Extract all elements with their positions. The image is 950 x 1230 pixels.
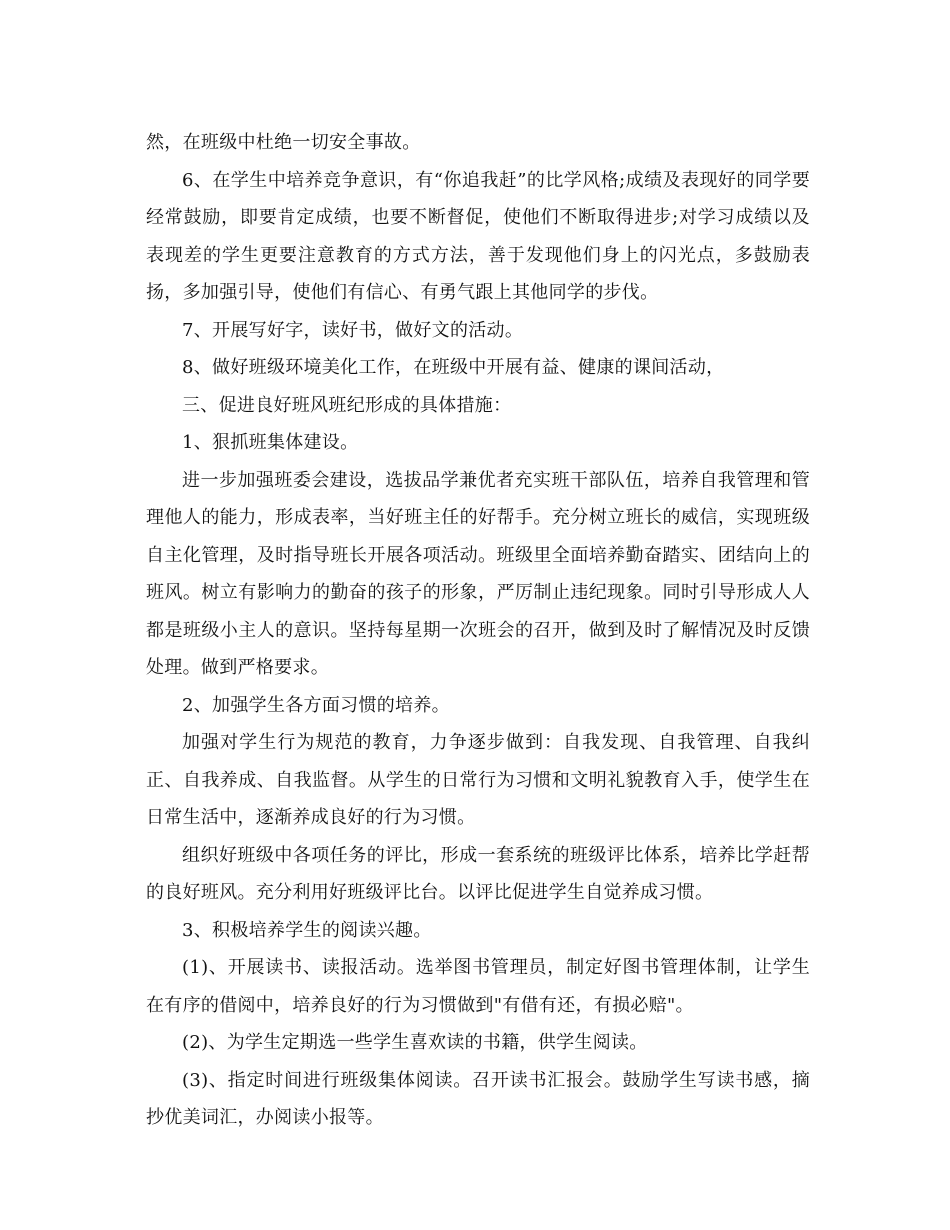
subheading-1: 1、狠抓班集体建设。 bbox=[182, 432, 359, 453]
paragraph-reading-3: (3)、指定时间进行班级集体阅读。召开读书汇报会。鼓励学生写读书感，摘抄优美词汇，办阅读小报等。 bbox=[146, 1069, 810, 1128]
subheading-3: 3、积极培养学生的阅读兴趣。 bbox=[182, 919, 432, 941]
subheading-2: 2、加强学生各方面习惯的培养。 bbox=[182, 694, 450, 716]
paragraph-item-6: 6、在学生中培养竞争意识，有“你追我赶”的比学风格;成绩及表现好的同学要经常鼓励，即要肯定成绩，也要不断督促，使他们不断取得进步;对学习成绩以及表现差的学生更要注意教育的方式方法，善于发现他们身上的闪光点，多鼓励表扬，多加强引导，使他们有信心、有勇气跟上其他同学的步伐。 bbox=[146, 169, 810, 303]
paragraph-item-8: 8、做好班级环境美化工作，在班级中开展有益、健康的课间活动， bbox=[182, 357, 725, 378]
paragraph-evaluation: 组织好班级中各项任务的评比，形成一套系统的班级评比体系，培养比学赶帮的良好班风。充分利用好班级评比台。以评比促进学生自觉养成习惯。 bbox=[146, 844, 810, 903]
paragraph-reading-2: (2)、为学生定期选一些学生喜欢读的书籍，供学生阅读。 bbox=[182, 1032, 648, 1053]
paragraph-continuation: 然，在班级中杜绝一切安全事故。 bbox=[146, 132, 421, 153]
section-heading-3: 三、促进良好班风班纪形成的具体措施： bbox=[182, 394, 512, 416]
paragraph-behavior-norms: 加强对学生行为规范的教育，力争逐步做到：自我发现、自我管理、自我纠正、自我养成、自我监督。从学生的日常行为习惯和文明礼貌教育入手，使学生在日常生活中，逐渐养成良好的行为习惯。 bbox=[146, 732, 810, 828]
document-body bbox=[146, 124, 810, 1137]
paragraph-item-7: 7、开展写好字，读好书，做好文的活动。 bbox=[182, 319, 524, 341]
paragraph-class-committee: 进一步加强班委会建设，选拔品学兼优者充实班干部队伍，培养自我管理和管理他人的能力，形成表率，当好班主任的好帮手。充分树立班长的威信，实现班级自主化管理，及时指导班长开展各项活动。班级里全面培养勤奋踏实、团结向上的班风。树立有影响力的勤奋的孩子的形象，严厉制止违纪现象。同时引导形成人人都是班级小主人的意识。坚持每星期一次班会的召开，做到及时了解情况及时反馈处理。做到严格要求。 bbox=[146, 469, 810, 678]
paragraph-reading-1: (1)、开展读书、读报活动。选举图书管理员，制定好图书管理体制，让学生在有序的借阅中，培养良好的行为习惯做到"有借有还，有损必赔"。 bbox=[146, 957, 810, 1016]
